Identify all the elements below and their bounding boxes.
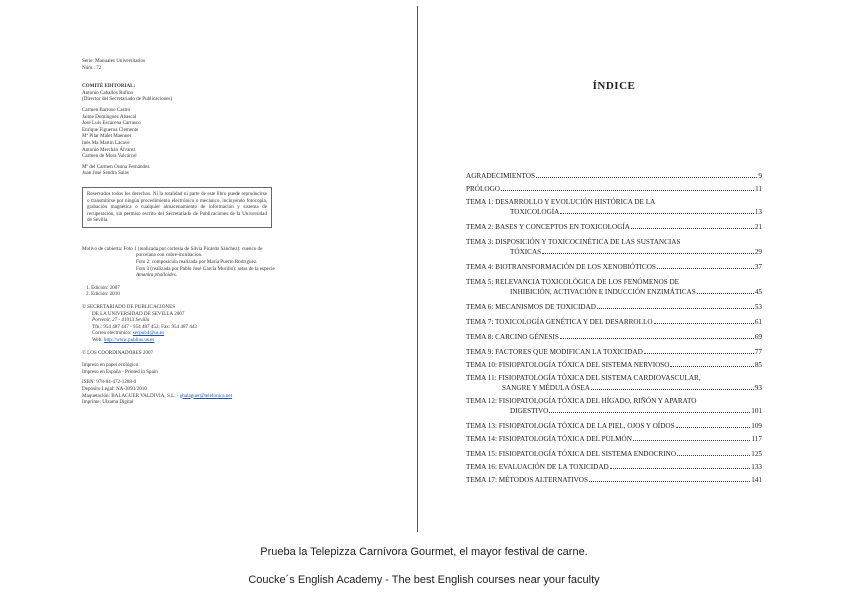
edition-line: 1. Edición: 2007 <box>86 284 120 291</box>
toc-leader <box>597 308 754 309</box>
toc-entry-page: 101 <box>751 407 762 415</box>
toc-entry[interactable] <box>466 396 762 416</box>
toc-entry[interactable] <box>466 449 762 459</box>
email-label: Correo electrónico: <box>92 330 132 337</box>
web-link[interactable]: http://www.publius.us.es <box>103 337 155 343</box>
toc-entry-title-cont: INHIBICIÓN, ACTIVACIÓN E INDUCCIÓN ENZIMÁTICAS <box>510 288 696 296</box>
toc-entry-page: 13 <box>754 208 762 216</box>
toc-entry[interactable] <box>466 171 762 181</box>
printer: Imprime: Ulzama Digital <box>82 399 134 406</box>
printed-note: Impreso en papel ecológico <box>82 362 139 369</box>
toc-leader <box>560 338 754 339</box>
toc-entry[interactable] <box>466 277 762 297</box>
table-of-contents <box>466 171 762 485</box>
toc-entry[interactable] <box>466 462 762 472</box>
publisher-phones: Tfn.: 954 487 447 - 954 487 452; Fax: 954 487 443 <box>92 323 197 330</box>
toc-entry-title: TEMA 11: FISIOPATOLOGÍA TÓXICA DEL SISTEMA CARDIOVASCULAR, <box>466 374 701 382</box>
toc-entry-title: TEMA 5: RELEVANCIA TOXICOLÓGICA DE LOS FENÓMENOS DE <box>466 278 680 286</box>
copyright-coordinators: © LOS COORDINADORES 2007 <box>82 349 154 356</box>
committee-member: (Director del Secretariado de Publicaciones) <box>82 96 173 103</box>
toc-leader <box>542 253 754 254</box>
toc-entry[interactable] <box>466 222 762 232</box>
toc-entry-page: 37 <box>754 263 762 271</box>
committee-member: Carmen Barroso Castro <box>82 106 131 113</box>
toc-leader <box>536 177 757 178</box>
toc-entry[interactable] <box>466 332 762 342</box>
toc-entry-title: TEMA 2: BASES Y CONCEPTOS EN TOXICOLOGÍA <box>466 223 630 231</box>
credits-page <box>82 58 332 406</box>
toc-leader <box>501 190 754 191</box>
toc-entry-title: TEMA 6: MECANISMOS DE TOXICIDAD <box>466 303 596 311</box>
committee-member: Carmen de Mora Valcárcel <box>82 153 137 160</box>
toc-entry-page: 29 <box>754 248 762 256</box>
toc-entry-page: 141 <box>751 476 762 484</box>
committee-member: Enrique Figueroa Clemente <box>82 126 139 133</box>
toc-entry[interactable] <box>466 197 762 217</box>
toc-leader <box>676 427 751 428</box>
cover-credit: Motivo de cubierta: Foto 1 (realizada por cortesía de Silvia Picardo Sánchez): cuenco de <box>82 245 263 252</box>
printed-note: Impreso en España - Printed in Spain <box>82 368 158 375</box>
toc-entry[interactable] <box>466 347 762 357</box>
toc-entry-page: 61 <box>754 318 762 326</box>
publisher-web-line <box>82 337 332 344</box>
committee-member: Mª del Carmen Osuna Fernández <box>82 163 150 170</box>
toc-entry[interactable] <box>466 184 762 194</box>
toc-entry-page: 53 <box>754 303 762 311</box>
committee-member: Antonio Merchán Álvarez <box>82 146 136 153</box>
toc-entry-title: TEMA 8: CARCINO GÉNESIS <box>466 333 559 341</box>
series-line: Serie: Manuales Universitarios <box>82 58 146 64</box>
toc-entry[interactable] <box>466 317 762 327</box>
layout-label: Maquetación: BALAGUER VALDIVIA, S.L. - <box>82 392 179 399</box>
toc-entry-title: TEMA 14: FISIOPATOLOGÍA TÓXICA DEL PULMÓN <box>466 435 632 443</box>
toc-entry-title: TEMA 12: FISIOPATOLOGÍA TÓXICA DEL HÍGADO, RIÑÓN Y APARATO <box>466 397 697 405</box>
cover-credit-line: Foto 3 (realizada por Pablo José García Murillo): setas de la especie <box>136 265 275 272</box>
toc-entry-page: 85 <box>754 361 762 369</box>
committee-member: Juan José Sendra Salas <box>82 170 129 177</box>
toc-leader <box>654 323 754 324</box>
edition-line: 2. Edición: 2010 <box>86 291 120 298</box>
committee-heading: COMITÉ EDITORIAL: <box>82 83 136 90</box>
toc-leader <box>677 455 750 456</box>
email-link[interactable]: secpub4@us.es <box>132 330 165 337</box>
toc-leader <box>631 228 754 229</box>
copyright-publisher-line: DE LA UNIVERSIDAD DE SEVILLA 2007 <box>92 310 185 317</box>
legal-deposit: Depósito Legal: NA-3093/2010 <box>82 385 147 392</box>
toc-entry[interactable] <box>466 373 762 393</box>
committee-member: Jaime Domínguez Abascal <box>82 113 137 120</box>
toc-entry[interactable] <box>466 262 762 272</box>
toc-entry-title: TEMA 9: FACTORES QUE MODIFICAN LA TOXICIDAD <box>466 348 643 356</box>
toc-entry-title: TEMA 15: FISIOPATOLOGÍA TÓXICA DEL SISTEMA ENDOCRINO <box>466 450 677 458</box>
toc-entry[interactable] <box>466 475 762 485</box>
cover-credit-line: Amanita phalloides. <box>136 272 178 279</box>
toc-entry-title: PRÓLOGO <box>466 185 500 193</box>
toc-entry-title: TEMA 16: EVALUACIÓN DE LA TOXICIDAD <box>466 463 609 471</box>
toc-entry-title: TEMA 3: DISPOSICIÓN Y TOXICOCINÉTICA DE LAS SUSTANCIAS <box>466 238 681 246</box>
toc-entry-title: TEMA 1: DESARROLLO Y EVOLUCIÓN HISTÓRICA DE LA <box>466 198 656 206</box>
index-title: ÍNDICE <box>592 80 636 92</box>
layout-email-link[interactable]: gbalaguer@telefonica.net <box>179 392 233 399</box>
layout-credit <box>82 393 332 400</box>
toc-entry-page: 93 <box>754 384 762 392</box>
ad-banner-academy[interactable]: Coucke´s English Academy - The best English courses near your faculty <box>248 574 600 586</box>
toc-leader <box>657 268 754 269</box>
publisher-address: Porvenir, 27 - 41013 Sevilla <box>92 317 150 324</box>
cover-credit-line: Foto 2: composición realizada por María Puerto Rodríguez. <box>136 259 258 266</box>
committee-member: Inés Ma Martín Lacave <box>82 139 130 146</box>
toc-entry[interactable] <box>466 434 762 444</box>
toc-entry-title: TEMA 7: TOXICOLOGÍA GENÉTICA Y DEL DESARROLLO <box>466 318 653 326</box>
toc-entry[interactable] <box>466 302 762 312</box>
toc-entry-page: 11 <box>755 185 762 193</box>
toc-leader <box>610 468 750 469</box>
committee-member: José Luis Escacena Carrasco <box>82 120 141 127</box>
toc-leader <box>644 353 754 354</box>
toc-entry-page: 69 <box>754 333 762 341</box>
cover-credit-line: porcelana con cubre-incubacion. <box>136 252 203 259</box>
series-number: Núm.: 72 <box>82 64 102 71</box>
rights-notice: Reservados todos los derechos. Ni la totalidad ni parte de este libro puede reproducirse o transmitirse por ningún procedimiento electrónico o mecánico, incluyendo fotocopia, grabación magnética o cualquier almacenamiento de información y sistema de recuperación, sin permiso escrito del Secretariado de Publicaciones de la Universidad de Sevilla. <box>82 187 272 228</box>
toc-entry-title-cont: TÓXICAS <box>510 248 542 256</box>
copyright-publisher: © SECRETARIADO DE PUBLICACIONES <box>82 304 176 311</box>
toc-leader <box>670 366 753 367</box>
toc-entry-page: 77 <box>754 348 762 356</box>
toc-entry-title: AGRADECIMIENTOS <box>466 172 535 180</box>
toc-entry[interactable] <box>466 360 762 370</box>
toc-leader <box>560 213 753 214</box>
toc-entry-page: 117 <box>751 435 762 443</box>
isbn: ISBN: 978-84-472-1288-0 <box>82 379 137 386</box>
toc-leader <box>589 481 750 482</box>
toc-entry-page: 9 <box>758 172 762 180</box>
toc-entry-page: 109 <box>751 422 762 430</box>
toc-entry-title-cont: DIGESTIVO <box>510 407 549 415</box>
toc-entry-title: TEMA 4: BIOTRANSFORMACIÓN DE LOS XENOBIÓTICOS <box>466 263 656 271</box>
toc-leader <box>549 412 750 413</box>
ad-banner-telepizza[interactable]: Prueba la Telepizza Carnívora Gourmet, el mayor festival de carne. <box>260 546 588 558</box>
toc-entry-page: 45 <box>754 288 762 296</box>
web-label: Web: <box>92 337 103 343</box>
committee-member: Antonio Caballos Rufino <box>82 89 134 96</box>
toc-leader <box>591 389 754 390</box>
toc-entry-page: 133 <box>751 463 762 471</box>
toc-entry-page: 21 <box>754 223 762 231</box>
toc-entry-title: TEMA 10: FISIOPATOLOGÍA TÓXICA DEL SISTEMA NERVIOSO <box>466 361 670 369</box>
toc-leader <box>633 440 751 441</box>
toc-leader <box>697 293 754 294</box>
committee-member: Mª Pilar Malet Maenner <box>82 133 132 140</box>
publisher-email-line <box>82 330 332 337</box>
page-divider <box>417 6 418 532</box>
toc-entry-title-cont: SANGRE Y MÉDULA ÓSEA <box>502 384 590 392</box>
toc-entry-title: TEMA 13: FISIOPATOLOGÍA TÓXICA DE LA PIEL, OJOS Y OÍDOS <box>466 422 675 430</box>
toc-entry-page: 125 <box>751 450 762 458</box>
toc-entry[interactable] <box>466 237 762 257</box>
toc-entry-title: TEMA 17: MÉTODOS ALTERNATIVOS <box>466 476 588 484</box>
toc-entry-title-cont: TOXICOLOGÍA <box>510 208 560 216</box>
toc-entry[interactable] <box>466 421 762 431</box>
